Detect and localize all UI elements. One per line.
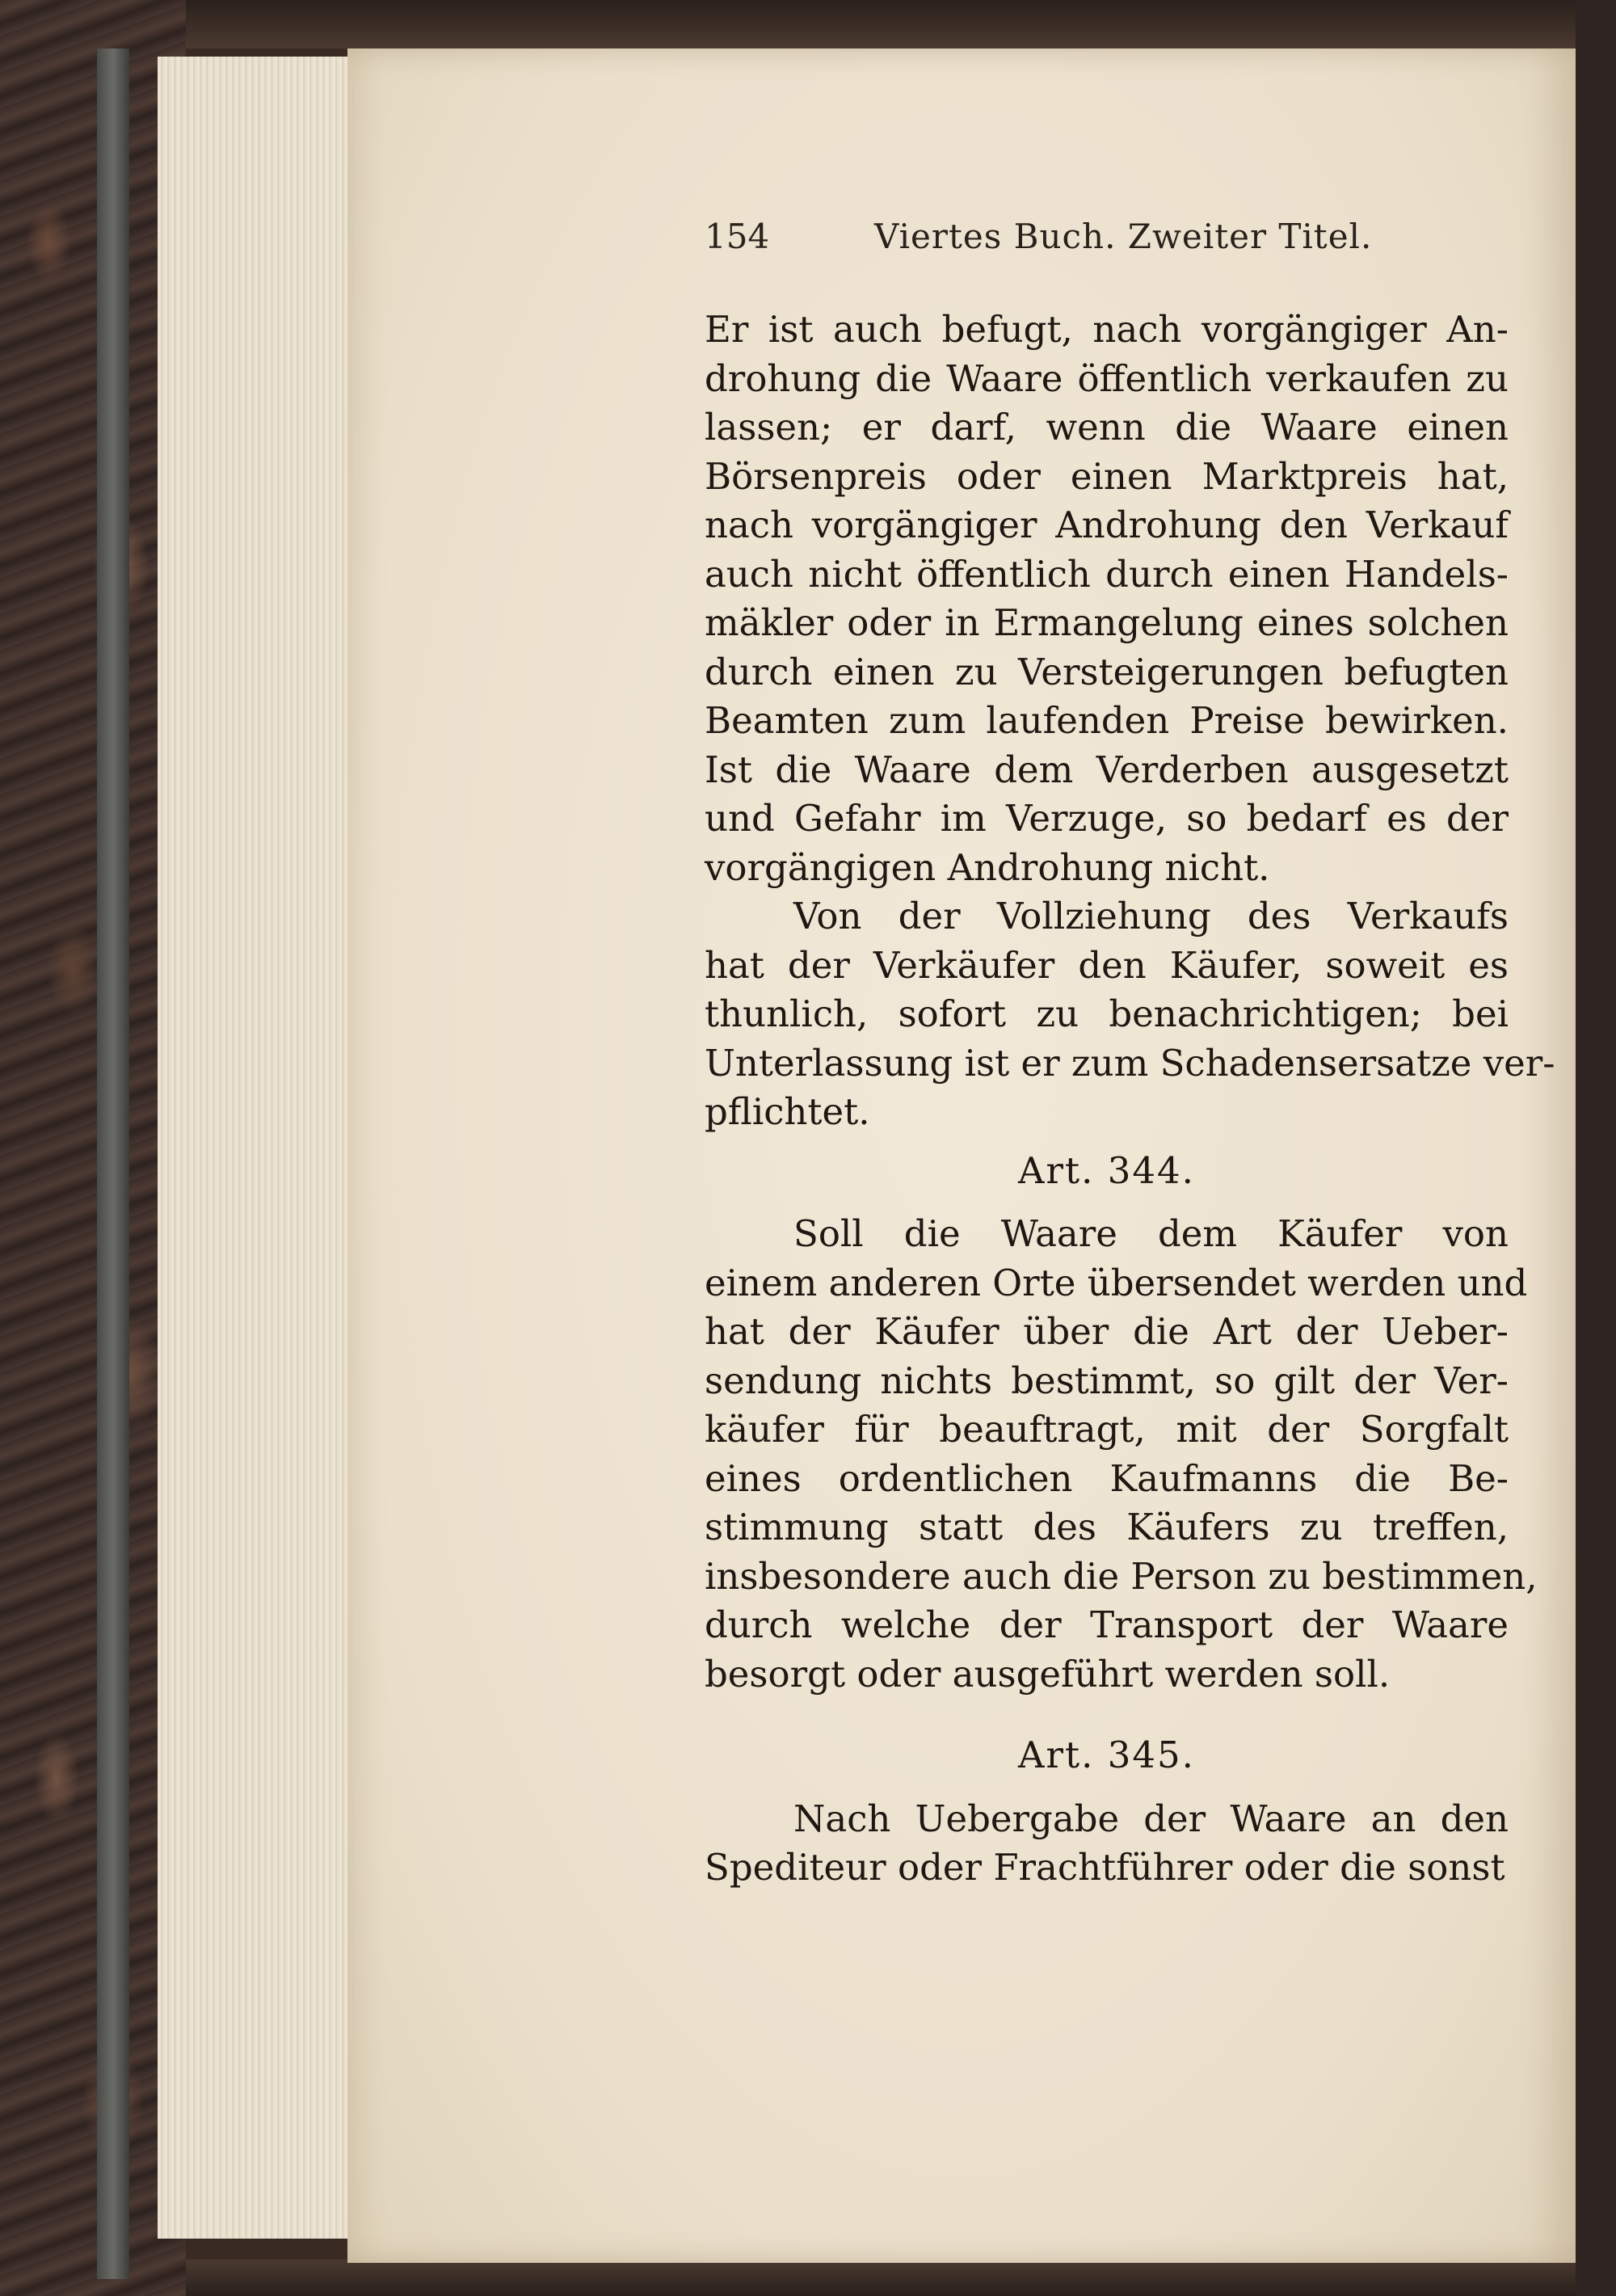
text-line: Von der Vollziehung des Verkaufs (793, 895, 1509, 937)
text-line: drohung die Waare öffentlich verkaufen zu (705, 356, 1509, 400)
text-line: thunlich, sofort zu benachrichtigen; bei (705, 992, 1509, 1035)
text-line: insbesondere auch die Person zu bestimmen, (705, 1554, 1538, 1598)
running-title: Viertes Buch. Zweiter Titel. (874, 217, 1373, 256)
background-bottom (186, 2260, 1616, 2296)
text-line: vorgängigen Androhung nicht. (705, 845, 1270, 889)
article-heading: Art. 344. (1018, 1148, 1195, 1192)
text-line: sendung nichts bestimmt, so gilt der Ver- (705, 1359, 1509, 1402)
paragraph (705, 305, 1509, 892)
background-right (1576, 0, 1616, 2296)
text-line: durch einen zu Versteigerungen befugten (705, 650, 1509, 693)
text-line: hat der Verkäufer den Käufer, soweit es (705, 943, 1509, 987)
text-line: durch welche der Transport der Waare (705, 1603, 1509, 1646)
page-number: 154 (705, 217, 770, 256)
text-line: käufer für beauftragt, mit der Sorgfalt (705, 1408, 1509, 1451)
text-line: einem anderen Orte übersendet werden und (705, 1261, 1528, 1304)
text-line: Ist die Waare dem Verderben ausgesetzt (705, 748, 1509, 791)
page-body-text (705, 305, 1555, 1893)
text-line: auch nicht öffentlich durch einen Handels- (705, 552, 1509, 596)
text-line: stimmung statt des Käufers zu treffen, (705, 1506, 1509, 1548)
text-line: mäkler oder in Ermangelung eines solchen (705, 601, 1509, 644)
book-spine-edge (97, 48, 129, 2279)
text-line: eines ordentlichen Kaufmanns die Be- (705, 1456, 1509, 1500)
text-line: Nach Uebergabe der Waare an den (793, 1797, 1509, 1840)
page-block-edges (158, 57, 353, 2239)
text-line: und Gefahr im Verzuge, so bedarf es der (705, 797, 1509, 840)
text-line: Soll die Waare dem Käufer von (793, 1212, 1509, 1255)
text-line: Unterlassung ist er zum Schadensersatze ver- (705, 1041, 1555, 1085)
background-top (186, 0, 1616, 48)
text-line: pflichtet. (705, 1090, 870, 1133)
article-heading: Art. 345. (1018, 1734, 1195, 1776)
text-line: hat der Käufer über die Art der Ueber- (705, 1310, 1509, 1353)
text-line: Spediteur oder Frachtführer oder die sonst (705, 1846, 1505, 1889)
paragraph (705, 1795, 1509, 1893)
text-line: besorgt oder ausgeführt werden soll. (705, 1652, 1391, 1696)
text-line: lassen; er darf, wenn die Waare einen (705, 406, 1509, 449)
text-line: Börsenpreis oder einen Marktpreis hat, (705, 454, 1509, 498)
text-line: Beamten zum laufenden Preise bewirken. (705, 699, 1509, 742)
text-line: nach vorgängiger Androhung den Verkauf (705, 503, 1509, 546)
paragraph (705, 892, 1555, 1137)
text-line: Er ist auch befugt, nach vorgängiger An- (705, 308, 1509, 351)
paragraph (705, 1210, 1538, 1699)
